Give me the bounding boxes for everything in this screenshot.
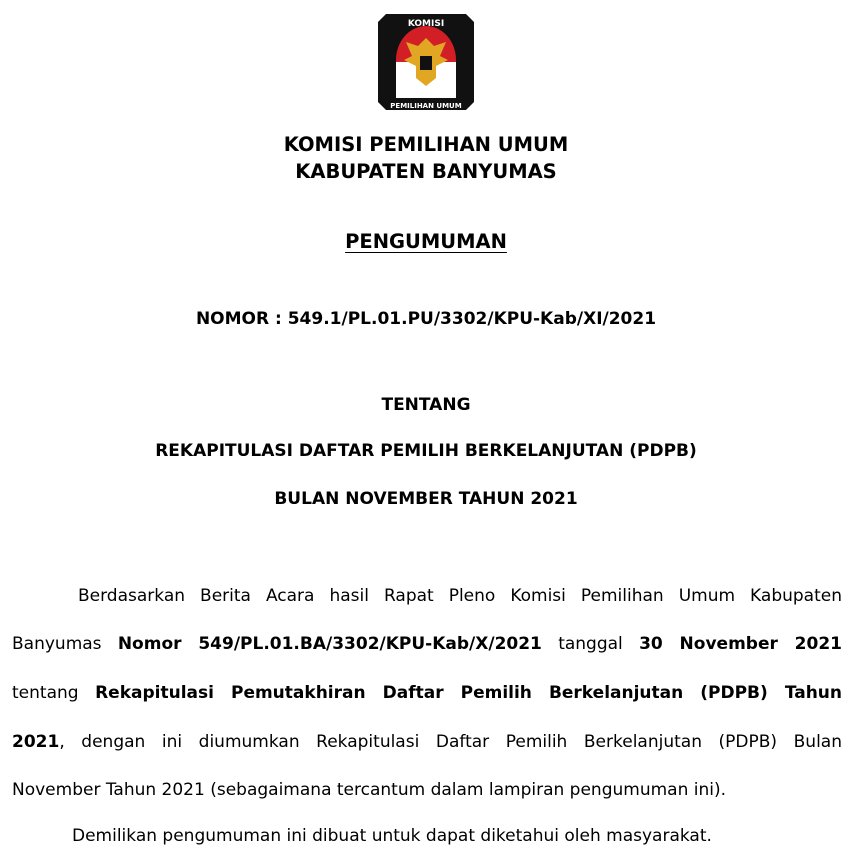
body-line-4 — [12, 732, 842, 752]
kpu-logo — [376, 12, 476, 112]
document-period: BULAN NOVEMBER TAHUN 2021 — [274, 489, 578, 509]
closing-text: Demilikan pengumuman ini dibuat untuk dapat diketahui oleh masyarakat. — [72, 826, 712, 846]
ba-subject-year: 2021 — [12, 732, 60, 752]
organization-name — [0, 131, 852, 185]
body-line-1 — [78, 586, 842, 606]
body-text: Banyumas — [12, 634, 118, 654]
body-line-3 — [12, 683, 842, 703]
body-text: Berdasarkan Berita Acara hasil Rapat Pleno Komisi Pemilihan Umum Kabupaten — [78, 586, 842, 606]
svg-text:KOMISI: KOMISI — [407, 19, 445, 29]
closing-paragraph — [72, 826, 842, 846]
ba-number: Nomor 549/PL.01.BA/3302/KPU-Kab/X/2021 — [117, 634, 542, 654]
body-line-2 — [12, 634, 842, 654]
body-text: , dengan ini diumumkan Rekapitulasi Daftar Pemilih Berkelanjutan (PDPB) Bulan — [59, 732, 842, 752]
org-line-1: KOMISI PEMILIHAN UMUM — [283, 133, 569, 156]
body-line-5 — [12, 780, 842, 800]
document-number: NOMOR : 549.1/PL.01.PU/3302/KPU-Kab/XI/2021 — [195, 309, 657, 329]
about-label: TENTANG — [381, 395, 471, 415]
body-text: tentang — [12, 683, 96, 703]
document-subject: REKAPITULASI DAFTAR PEMILIH BERKELANJUTAN (PDPB) — [155, 441, 697, 461]
body-text: tanggal — [541, 634, 640, 654]
svg-text:PEMILIHAN UMUM: PEMILIHAN UMUM — [390, 102, 462, 110]
ba-date: 30 November 2021 — [639, 634, 842, 654]
body-text: November Tahun 2021 (sebagaimana tercantum dalam lampiran pengumuman ini). — [12, 780, 727, 800]
org-line-2: KABUPATEN BANYUMAS — [295, 160, 557, 183]
ba-subject: Rekapitulasi Pemutakhiran Daftar Pemilih Berkelanjutan (PDPB) Tahun — [95, 683, 843, 703]
document-title: PENGUMUMAN — [345, 230, 507, 253]
